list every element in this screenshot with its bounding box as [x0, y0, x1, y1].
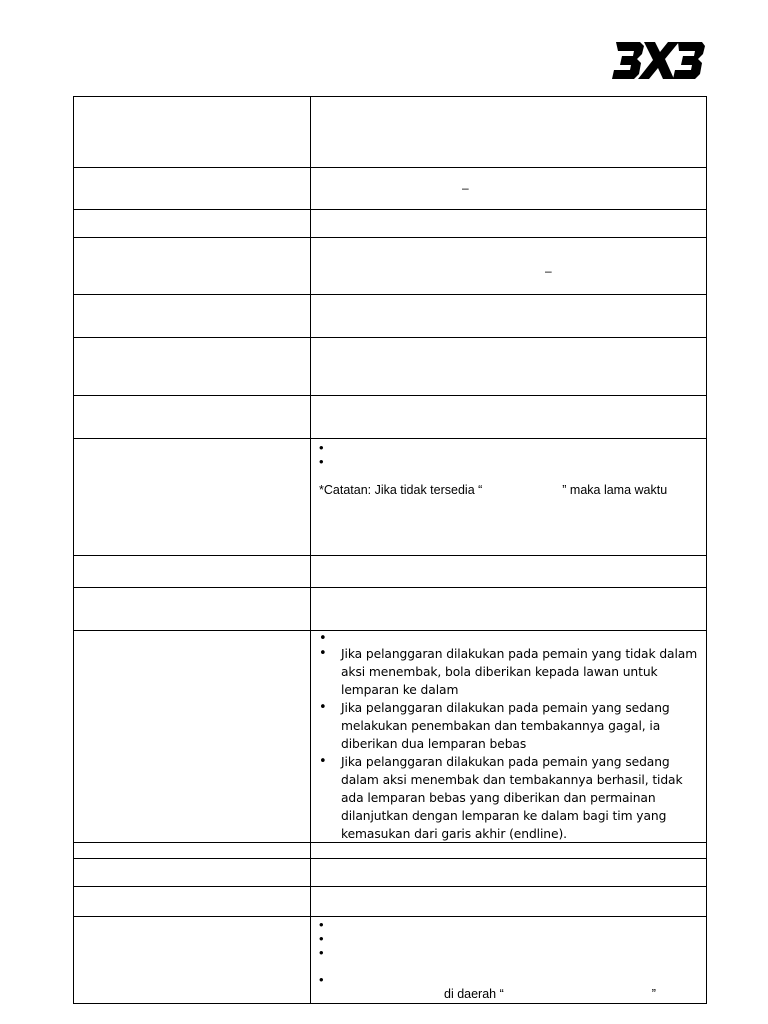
- bullet-list: [317, 917, 698, 986]
- row-label-cell: [74, 843, 311, 859]
- tail-prefix: di daerah “: [444, 987, 504, 1001]
- list-item: • Jika pelanggaran dilakukan pada pemain yang tidak dalam aksi menembak, bola diberikan kepada lawan untuk lemparan ke dalam: [317, 645, 698, 699]
- row-label-cell: [74, 168, 311, 210]
- row-value-cell: [311, 396, 707, 439]
- row-value-cell: [311, 843, 707, 859]
- row-label-cell: [74, 97, 311, 168]
- bullet-list: [317, 440, 698, 468]
- row-value-cell: [311, 917, 707, 1004]
- table-row: [74, 859, 707, 887]
- row-value-cell: [311, 238, 707, 295]
- row-value-cell: [311, 439, 707, 556]
- row-label-cell: [74, 917, 311, 1004]
- tail-text: [444, 987, 656, 1001]
- table-row: [74, 97, 707, 168]
- row-value-cell: [311, 338, 707, 396]
- note-suffix: ” maka lama waktu: [562, 483, 668, 497]
- row-label-cell: [74, 210, 311, 238]
- row-label-cell: [74, 238, 311, 295]
- note-prefix: *Catatan: Jika tidak tersedia “: [319, 483, 483, 497]
- row-label-cell: [74, 439, 311, 556]
- row-value-cell: [311, 556, 707, 588]
- row-label-cell: [74, 887, 311, 917]
- list-item: [317, 972, 698, 986]
- row-value-cell: [311, 97, 707, 168]
- row-value-cell: [311, 588, 707, 631]
- dash-text: –: [545, 264, 552, 278]
- row-value-cell: [311, 295, 707, 338]
- row-value-cell: [311, 887, 707, 917]
- table-row: [74, 631, 707, 843]
- table-row: [74, 396, 707, 439]
- row-value-cell: [311, 631, 707, 843]
- tail-suffix: ”: [651, 987, 656, 1001]
- row-label-cell: [74, 631, 311, 843]
- row-value-cell: [311, 859, 707, 887]
- table-row: [74, 295, 707, 338]
- list-item: [317, 631, 698, 645]
- table-row: [74, 917, 707, 1004]
- note-text: [319, 483, 667, 497]
- list-item: • Jika pelanggaran dilakukan pada pemain yang sedang dalam aksi menembak dan tembakannya berhasil, tidak ada lemparan bebas yang diberikan dan permainan dilanjutkan dengan lemparan ke dalam bagi tim yang kemasukan dari garis akhir (endline).: [317, 753, 698, 843]
- table-row: [74, 210, 707, 238]
- table-row: [74, 238, 707, 295]
- list-item: [317, 440, 698, 454]
- table-row: [74, 843, 707, 859]
- bullet-list: [317, 631, 698, 843]
- list-item: [317, 945, 698, 959]
- row-label-cell: [74, 588, 311, 631]
- 3x3-logo-icon: [610, 38, 706, 82]
- rules-table: [73, 96, 707, 1004]
- row-label-cell: [74, 396, 311, 439]
- table-row: [74, 439, 707, 556]
- table-row: [74, 168, 707, 210]
- row-label-cell: [74, 295, 311, 338]
- table-row: [74, 556, 707, 588]
- list-item: • Jika pelanggaran dilakukan pada pemain yang sedang melakukan penembakan dan tembakannya gagal, ia diberikan dua lemparan bebas: [317, 699, 698, 753]
- list-item: [317, 917, 698, 931]
- list-item: [317, 454, 698, 468]
- row-label-cell: [74, 338, 311, 396]
- table-row: [74, 338, 707, 396]
- row-label-cell: [74, 859, 311, 887]
- row-value-cell: [311, 210, 707, 238]
- row-value-cell: [311, 168, 707, 210]
- dash-text: –: [462, 181, 469, 195]
- table-row: [74, 887, 707, 917]
- list-item: [317, 931, 698, 945]
- table-row: [74, 588, 707, 631]
- row-label-cell: [74, 556, 311, 588]
